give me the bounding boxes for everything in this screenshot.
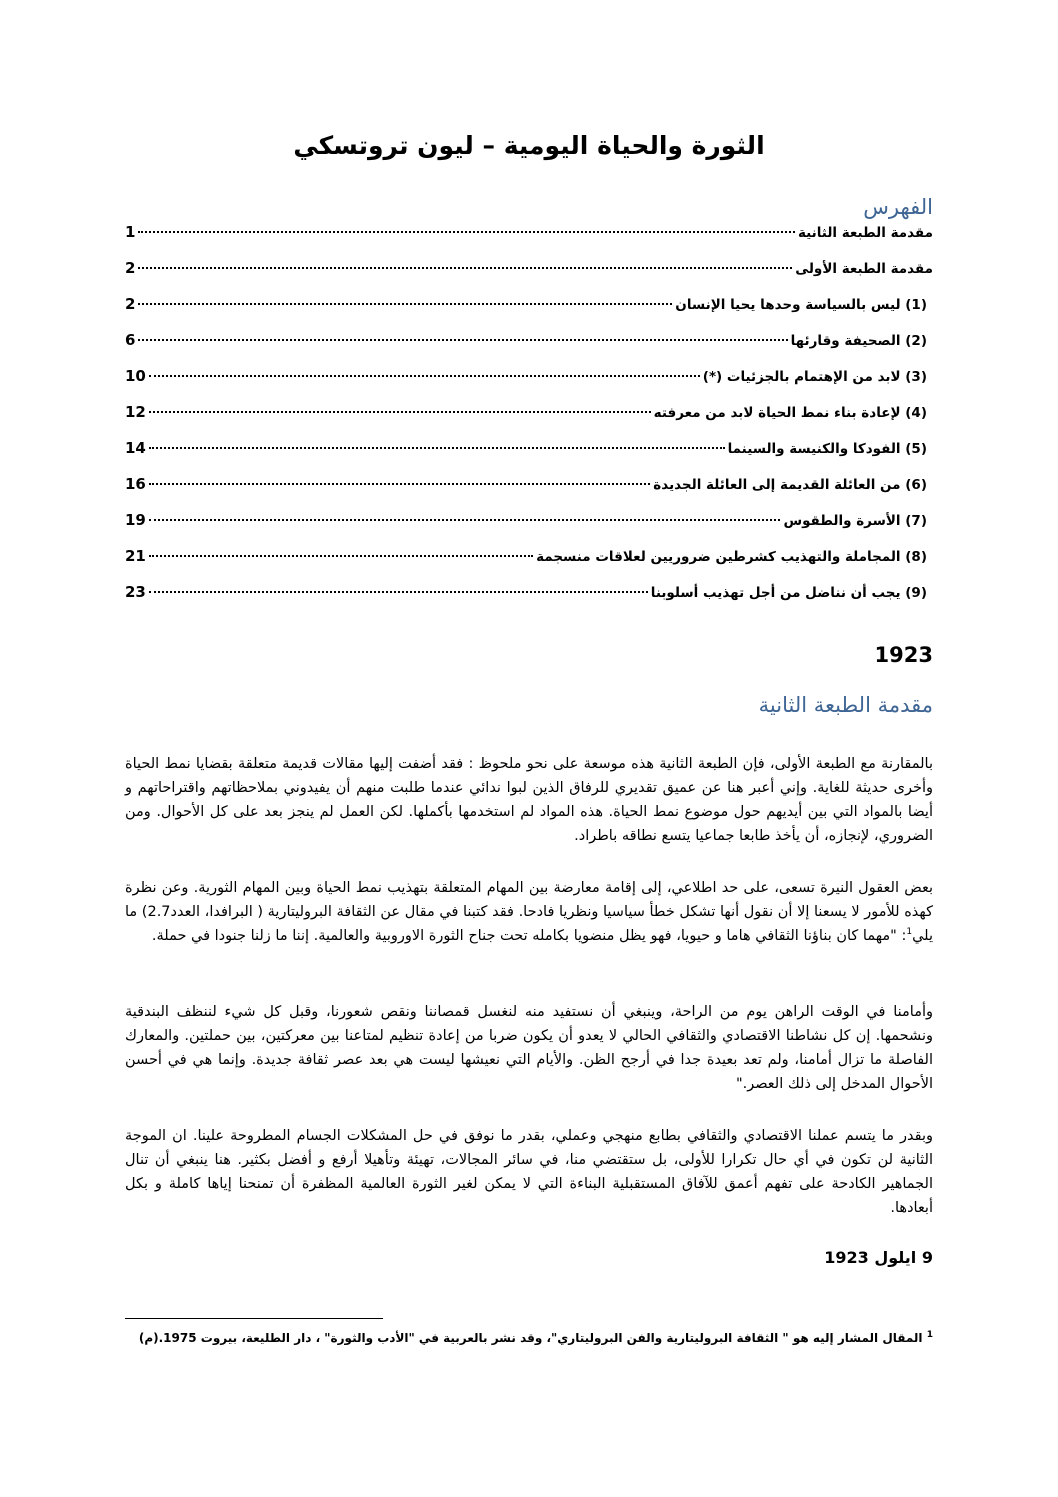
footnote-marker: 1 xyxy=(926,1330,933,1340)
body-paragraph xyxy=(125,876,933,948)
toc-entry-page: 6 xyxy=(125,331,136,349)
toc-entry-page: 21 xyxy=(125,547,146,565)
toc-entry-page: 16 xyxy=(125,475,146,493)
toc-dot-leader xyxy=(138,339,787,341)
toc-dot-leader xyxy=(149,483,650,485)
paragraph-text: : "مهما كان بناؤنا الثقافي هاما و حيويا، فهو يظل منضويا بكامله تحت جناح الثورة الاوروبية والعالمية. إننا ما زلنا جنودا في حملة. xyxy=(151,928,907,944)
toc-entry[interactable] xyxy=(125,547,933,583)
toc-entry-page: 19 xyxy=(125,511,146,529)
toc-dot-leader xyxy=(149,519,781,521)
toc-entry[interactable] xyxy=(125,439,933,475)
year-heading: 1923 xyxy=(874,643,933,667)
toc-dot-leader xyxy=(138,267,792,269)
toc-dot-leader xyxy=(138,303,672,305)
toc-entry-label: مقدمة الطبعة الثانية xyxy=(797,225,933,241)
footnote-text: المقال المشار إليه هو " الثقافة البروليتارية والفن البروليتاري"، وقد نشر بالعربية في "الأدب والثورة" ، دار الطليعة، بيروت 1975.(م) xyxy=(138,1331,923,1345)
toc-dot-leader xyxy=(149,375,700,377)
toc-dot-leader xyxy=(149,555,533,557)
body-paragraph: وبقدر ما يتسم عملنا الاقتصادي والثقافي بطابع منهجي وعملي، بقدر ما نوفق في حل المشكلات الجسام المطروحة علينا. ان الموجة الثانية لن تكون في أي حال تكرارا للأولى، بل ستقتضي منا، في سائر المجالات، تهيئة وتأهيلا أرفع و أفضل بكثير. هنا ينبغي أن تنال الجماهير الكادحة على تفهم أعمق للآفاق المستقبلية البناءة التي لا يمكن لغير الثورة العالمية المظفرة أن تمنحنا إياها كاملة و بكل أبعادها. xyxy=(125,1128,933,1216)
toc-dot-leader xyxy=(138,231,795,233)
toc-entry[interactable] xyxy=(125,331,933,367)
toc-entry-label: مقدمة الطبعة الأولى xyxy=(795,261,933,277)
toc-entry[interactable] xyxy=(125,511,933,547)
toc-heading: الفهرس xyxy=(863,195,933,219)
toc-dot-leader xyxy=(149,591,648,593)
paragraph-text: بعض العقول النيرة تسعى، على حد اطلاعي، إلى إقامة معارضة بين المهام المتعلقة بتهذيب نمط الحياة وبين المهام الثورية. وعن نظرة كهذه للأمور لا يسعنا إلا أن نقول أنها تشكل خطأ سياسيا ونظريا فادحا. فقد كتبنا في مقال عن الثقافة البروليتارية ( البرافدا، العدد2.7) ما يلي xyxy=(125,880,933,944)
toc-entry-page: 1 xyxy=(125,223,136,241)
toc-entry[interactable] xyxy=(125,295,933,331)
toc-entry[interactable] xyxy=(125,223,933,259)
document-title: الثورة والحياة اليومية – ليون تروتسكي xyxy=(293,131,765,160)
toc-entry-page: 2 xyxy=(125,295,136,313)
toc-dot-leader xyxy=(149,411,651,413)
body-paragraph: وأمامنا في الوقت الراهن يوم من الراحة، وينبغي أن نستفيد منه لنغسل قمصاننا ونقص شعورنا، وقبل كل شيء لننظف البندقية ونشحمها. إن كل نشاطنا الاقتصادي والثقافي الحالي لا يعدو أن يكون ضربا من إعادة تنظيم لمتاعنا بين معركتين، بين حملتين. والمعارك الفاصلة ما تزال أمامنا، ولم تعد بعيدة جدا في أرجح الظن. والأيام التي نعيشها ليست هي بعد عصر ثقافة جديدة. وإنما هي في أحسن الأحوال المدخل إلى ذلك العصر." xyxy=(125,1004,933,1092)
toc-entry[interactable] xyxy=(125,367,933,403)
footnote-reference[interactable]: 1 xyxy=(906,927,913,938)
footnote xyxy=(125,1328,933,1348)
footnote-separator xyxy=(125,1318,383,1319)
toc-entry-page: 12 xyxy=(125,403,146,421)
toc-entry-page: 2 xyxy=(125,259,136,277)
table-of-contents xyxy=(125,223,933,619)
toc-entry-label: (7) الأسرة والطقوس xyxy=(783,513,927,529)
toc-entry-page: 23 xyxy=(125,583,146,601)
toc-entry[interactable] xyxy=(125,475,933,511)
toc-entry-label: (6) من العائلة القديمة إلى العائلة الجديدة xyxy=(653,477,927,493)
toc-entry-page: 10 xyxy=(125,367,146,385)
toc-entry-label: (4) لإعادة بناء نمط الحياة لابد من معرفته xyxy=(653,405,927,421)
date-line: 9 ايلول 1923 xyxy=(824,1248,933,1267)
toc-entry-label: (5) الفودكا والكنيسة والسينما xyxy=(727,441,927,457)
section-heading: مقدمة الطبعة الثانية xyxy=(758,693,933,717)
toc-entry-label: (9) يجب أن نناضل من أجل تهذيب أسلوبنا xyxy=(650,585,927,601)
toc-entry-label: (3) لابد من الإهتمام بالجزئيات (*) xyxy=(702,369,927,385)
toc-entry-page: 14 xyxy=(125,439,146,457)
toc-entry[interactable] xyxy=(125,259,933,295)
toc-entry[interactable] xyxy=(125,583,933,619)
body-paragraph: بالمقارنة مع الطبعة الأولى، فإن الطبعة الثانية هذه موسعة على نحو ملحوظ : فقد أضفت إليها مقالات قديمة متعلقة بقضايا نمط الحياة وأخرى حديثة للغاية. وإني أعبر هنا عن عميق تقديري للرفاق الذين لبوا ندائي عندما طلبت منهم أن يفيدوني بملاحظاتهم واقتراحاتهم و أيضا بالمواد التي بين أيديهم حول موضوع نمط الحياة. هذه المواد لم استخدمها بأكملها. لكن العمل لم ينجز بعد على كل الأحوال. ومن الضروري، لإنجازه، أن يأخذ طابعا جماعيا يتسع نطاقه باطراد. xyxy=(125,756,933,844)
toc-entry-label: (8) المجاملة والتهذيب كشرطين ضروريين لعلاقات منسجمة xyxy=(536,549,927,565)
toc-entry-label: (1) ليس بالسياسة وحدها يحيا الإنسان xyxy=(675,297,927,313)
toc-entry-label: (2) الصحيفة وقارئها xyxy=(790,333,927,349)
toc-entry[interactable] xyxy=(125,403,933,439)
toc-dot-leader xyxy=(149,447,725,449)
